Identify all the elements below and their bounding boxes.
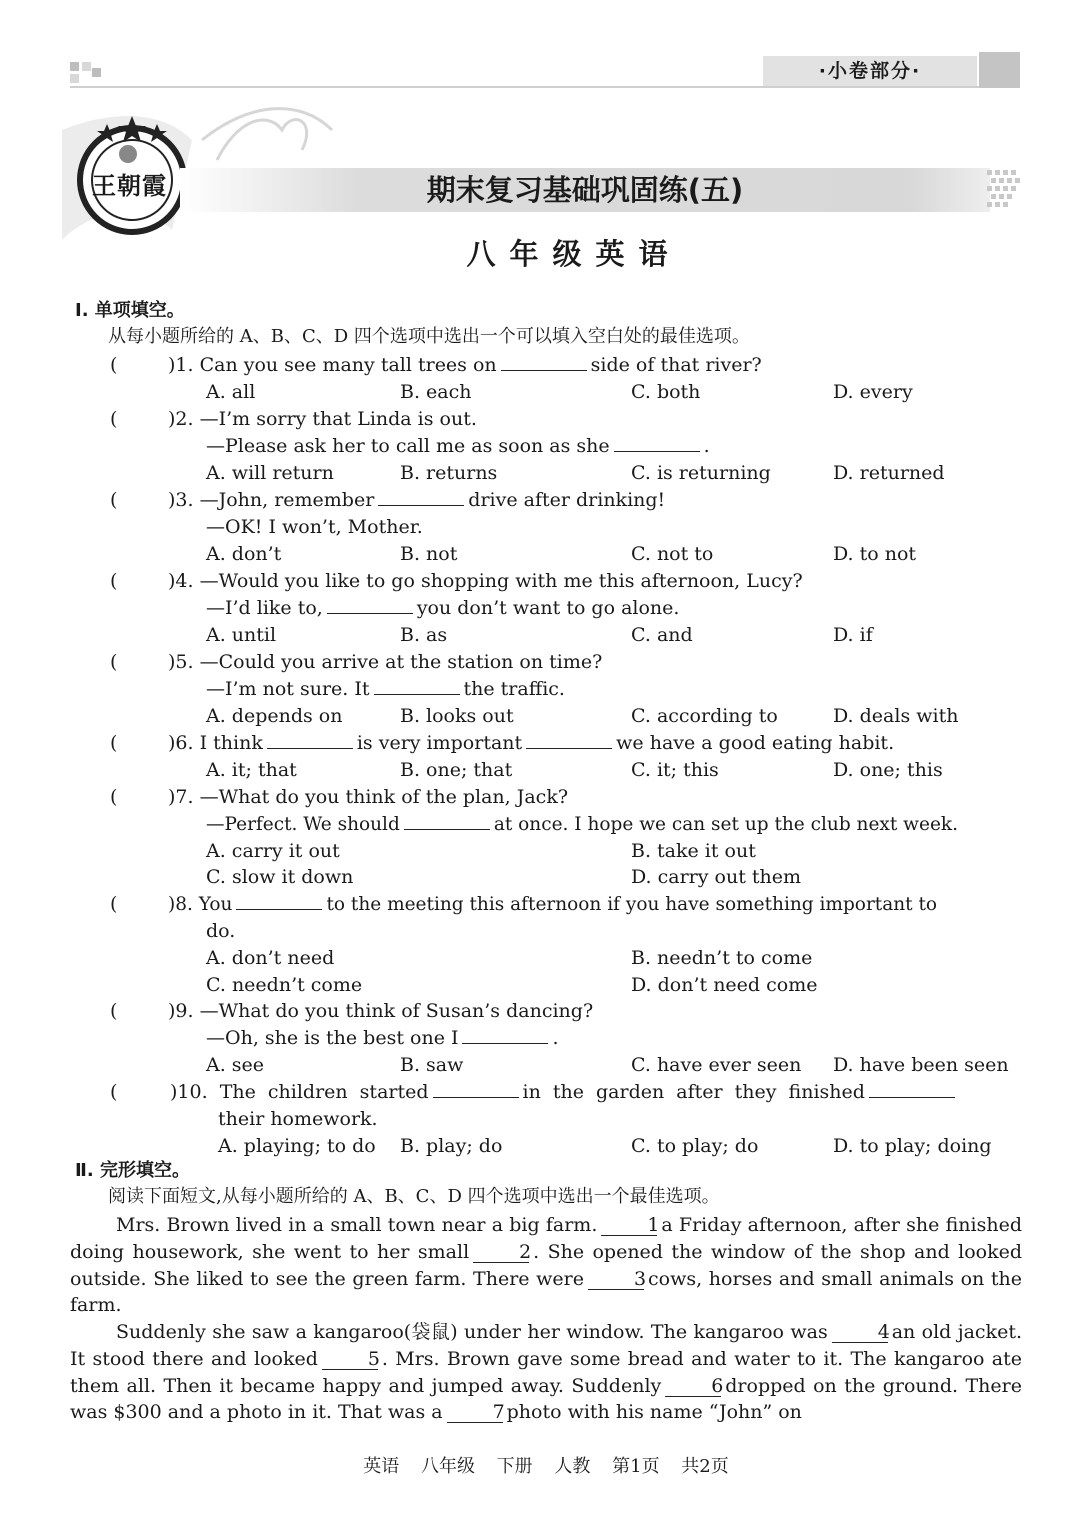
question-10-line2: their homework. xyxy=(218,1108,378,1130)
cloze-paragraph-2: Suddenly she saw a kangaroo(袋鼠) under her window. The kangaroo was 4 an old jacket. It stood there and looked 5 . Mrs. Brown gave some bread and water to it. The kangaroo ate them all. Then it became happy and jumped away. Suddenly 6 dropped on the ground. There was $300 and a photo in it. That was a 7 photo with his name “John” on xyxy=(70,1321,1022,1424)
decor-square xyxy=(82,62,91,71)
option-a: A. see xyxy=(206,1054,265,1076)
option-d: D. have been seen xyxy=(833,1054,1009,1076)
option-a: A. depends on xyxy=(206,705,343,727)
question-4: )4. —Would you like to go shopping with me this afternoon, Lucy? xyxy=(168,570,803,592)
answer-paren: ( xyxy=(110,893,118,915)
answer-paren: ( xyxy=(110,570,118,592)
option-d: D. to play; doing xyxy=(833,1135,992,1157)
option-d: D. every xyxy=(833,381,913,403)
decor-square xyxy=(92,68,101,77)
cloze-blank: 1 xyxy=(601,1215,657,1236)
decor-dots xyxy=(985,166,1025,214)
cloze-paragraph-1: Mrs. Brown lived in a small town near a big farm. 1 a Friday afternoon, after she finished doing housework, she went to her small 2 . She opened the window of the shop and looked outside. She liked to see the green farm. There were 3 cows, horses and small animals on the farm. xyxy=(70,1214,1023,1317)
option-b: B. as xyxy=(400,624,448,646)
option-b: B. returns xyxy=(400,462,498,484)
header-rule xyxy=(70,86,1020,88)
cloze-blank: 4 xyxy=(832,1322,888,1343)
option-c: C. and xyxy=(631,624,693,646)
blank xyxy=(614,434,700,452)
question-5-line2: —I’m not sure. It the traffic. xyxy=(206,678,565,700)
blank xyxy=(433,1080,519,1098)
blank xyxy=(327,596,413,614)
option-b: B. needn’t to come xyxy=(631,947,813,969)
question-8-line2: do. xyxy=(206,920,236,942)
question-7: )7. —What do you think of the plan, Jack? xyxy=(168,786,569,808)
option-a: A. will return xyxy=(206,462,334,484)
decor-square xyxy=(70,74,79,83)
question-2: )2. —I’m sorry that Linda is out. xyxy=(168,408,477,430)
question-10: )10. The children started in the garden after they finished xyxy=(170,1080,959,1104)
option-a: A. don’t xyxy=(206,543,282,565)
option-d: D. to not xyxy=(833,543,917,565)
question-9: )9. —What do you think of Susan’s dancing? xyxy=(168,1000,594,1022)
option-b: B. not xyxy=(400,543,458,565)
page-title: 期末复习基础巩固练(五) xyxy=(426,173,744,207)
option-d: D. don’t need come xyxy=(631,974,818,996)
question-1: )1. Can you see many tall trees on side of that river? xyxy=(168,354,762,376)
option-b: B. one; that xyxy=(400,759,513,781)
option-d: D. deals with xyxy=(833,705,959,727)
section-label-block xyxy=(979,52,1020,88)
option-a: A. all xyxy=(206,381,256,403)
section1-heading: Ⅰ. 单项填空。 xyxy=(75,300,185,321)
option-a: A. until xyxy=(206,624,277,646)
option-d: D. returned xyxy=(833,462,945,484)
page-subtitle: 八年级英语 xyxy=(466,237,682,271)
question-9-line2: —Oh, she is the best one I . xyxy=(206,1027,559,1049)
option-a: A. carry it out xyxy=(206,840,340,862)
blank xyxy=(462,1026,548,1044)
option-a: A. don’t need xyxy=(206,947,335,969)
question-7-line2: —Perfect. We should at once. I hope we can set up the club next week. xyxy=(206,814,958,835)
question-5: )5. —Could you arrive at the station on time? xyxy=(168,651,603,673)
question-3-line2: —OK! I won’t, Mother. xyxy=(206,516,423,538)
option-c: C. is returning xyxy=(631,462,771,484)
cloze-blank: 3 xyxy=(588,1269,644,1290)
question-4-line2: —I’d like to, you don’t want to go alone. xyxy=(206,597,680,619)
option-b: B. take it out xyxy=(631,840,756,862)
answer-paren: ( xyxy=(110,786,118,808)
question-8: )8. You to the meeting this afternoon if you have something important to xyxy=(168,894,938,915)
section-label: ·小卷部分· xyxy=(763,56,977,86)
answer-paren: ( xyxy=(110,732,118,754)
option-c: C. it; this xyxy=(631,759,719,781)
answer-paren: ( xyxy=(110,354,118,376)
answer-paren: ( xyxy=(110,489,118,511)
answer-paren: ( xyxy=(110,408,118,430)
blank xyxy=(526,731,612,749)
blank xyxy=(374,677,460,695)
option-d: D. one; this xyxy=(833,759,943,781)
answer-paren: ( xyxy=(110,1081,118,1103)
section2-instruction: 阅读下面短文,从每小题所给的 A、B、C、D 四个选项中选出一个最佳选项。 xyxy=(108,1186,720,1207)
page-footer: 英语 八年级 下册 人教 第1页 共2页 xyxy=(363,1456,729,1477)
cloze-blank: 6 xyxy=(665,1376,721,1397)
decor-square xyxy=(70,62,79,71)
section1-instruction: 从每小题所给的 A、B、C、D 四个选项中选出一个可以填入空白处的最佳选项。 xyxy=(108,326,750,347)
question-2-line2: —Please ask her to call me as soon as she . xyxy=(206,435,710,457)
blank xyxy=(501,353,587,371)
cloze-blank: 7 xyxy=(447,1402,503,1423)
option-b: B. play; do xyxy=(400,1135,503,1157)
option-a: A. it; that xyxy=(206,759,297,781)
cloze-blank: 5 xyxy=(322,1349,378,1370)
question-6: )6. I think is very important we have a good eating habit. xyxy=(168,732,895,754)
option-d: D. if xyxy=(833,624,873,646)
option-c: C. slow it down xyxy=(206,866,354,888)
section2-heading: Ⅱ. 完形填空。 xyxy=(75,1160,190,1181)
option-c: C. have ever seen xyxy=(631,1054,802,1076)
blank xyxy=(404,812,490,830)
option-b: B. saw xyxy=(400,1054,464,1076)
option-c: C. not to xyxy=(631,543,714,565)
option-a: A. playing; to do xyxy=(218,1135,376,1157)
question-3: )3. —John, remember drive after drinking! xyxy=(168,489,666,511)
blank xyxy=(869,1080,955,1098)
blank xyxy=(378,488,464,506)
option-d: D. carry out them xyxy=(631,866,802,888)
option-c: C. both xyxy=(631,381,701,403)
option-c: C. needn’t come xyxy=(206,974,363,996)
blank xyxy=(236,892,322,910)
answer-paren: ( xyxy=(110,1000,118,1022)
option-b: B. each xyxy=(400,381,472,403)
option-b: B. looks out xyxy=(400,705,514,727)
blank xyxy=(267,731,353,749)
option-c: C. to play; do xyxy=(631,1135,759,1157)
answer-paren: ( xyxy=(110,651,118,673)
cloze-blank: 2 xyxy=(473,1242,529,1263)
seal-text: 王朝霞 xyxy=(92,171,167,200)
option-c: C. according to xyxy=(631,705,778,727)
